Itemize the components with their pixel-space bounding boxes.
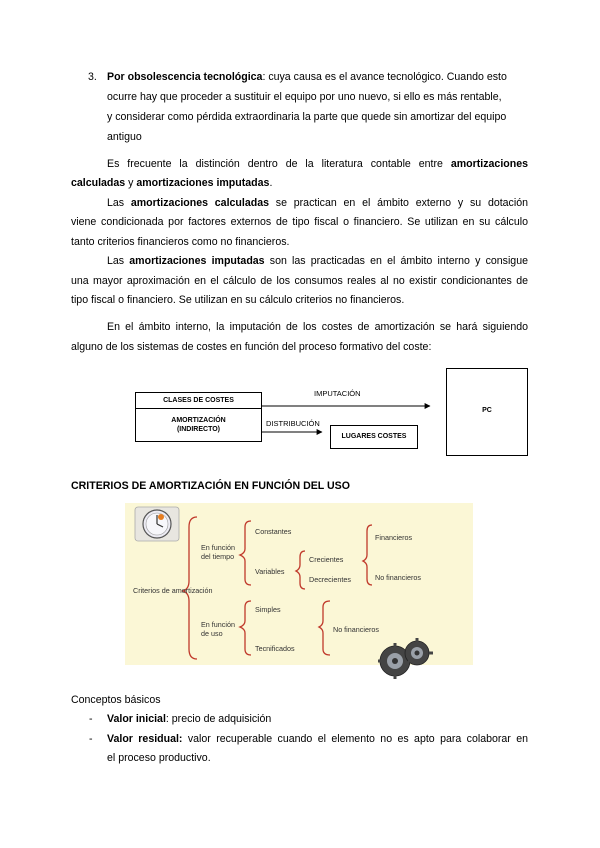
use-brace bbox=[240, 601, 251, 655]
section-heading: CRITERIOS DE AMORTIZACIÓN EN FUNCIÓN DEL USO bbox=[71, 480, 350, 492]
pc-box bbox=[446, 368, 528, 456]
para2-pre: Las bbox=[107, 197, 131, 209]
tree-crecientes: Crecientes bbox=[309, 555, 344, 564]
para2-line2: viene condicionada por factores externos de tipo fiscal o financiero. Se utilizan en su cálculo bbox=[71, 216, 528, 228]
para2-line3: tanto criterios financieros como no financieros. bbox=[71, 236, 290, 248]
use-nonfin-brace bbox=[319, 601, 330, 655]
para3-line2: una mayor aproximación en el cálculo de los consumos reales al no existir condicionantes de bbox=[71, 275, 528, 287]
clock-icon bbox=[135, 507, 179, 541]
basic-item1 bbox=[107, 713, 271, 726]
basic-item1-rest: : precio de adquisición bbox=[165, 713, 272, 725]
para3-pre: Las bbox=[107, 255, 130, 267]
para1-bold1: calculadas bbox=[71, 177, 126, 189]
tree-branch-time: En función del tiempo bbox=[201, 543, 235, 561]
item3-line4: antiguo bbox=[107, 131, 142, 143]
time-brace bbox=[240, 521, 251, 585]
para3-rest: son las practicadas en el ámbito interno y consigue bbox=[264, 255, 528, 267]
para1-line1-bold: amortizaciones bbox=[450, 158, 528, 170]
cost-centers-box bbox=[330, 425, 418, 449]
para1-bold2: amortizaciones imputadas bbox=[136, 177, 270, 189]
para3-line3: tipo fiscal o financiero. Se utilizan en su cálculo criterios no financieros. bbox=[71, 294, 405, 306]
basic-item2-rest: valor recuperable cuando el elemento no es apto para colaborar en bbox=[182, 733, 529, 745]
basic-item2-line2: el proceso productivo. bbox=[107, 752, 211, 764]
distribution-label: DISTRIBUCIÓN bbox=[266, 419, 320, 428]
cost-classes-label: CLASES DE COSTES bbox=[163, 397, 234, 404]
pc-label: PC bbox=[482, 407, 492, 414]
tree-root: Criterios de amortización bbox=[133, 586, 213, 595]
tree-no-financieros-use: No financieros bbox=[333, 625, 379, 634]
dash-bullet-1: - bbox=[89, 713, 93, 725]
item3-line2: ocurre hay que proceder a sustituir el equipo por uno nuevo, si ello es más rentable, bbox=[107, 91, 502, 103]
para1-end: . bbox=[269, 177, 273, 189]
amortization-label: AMORTIZACIÓN bbox=[171, 417, 226, 424]
imputation-label: IMPUTACIÓN bbox=[314, 389, 361, 398]
item3-line1-rest: : cuya causa es el avance tecnológico. Cuando esto bbox=[262, 71, 507, 83]
gears-icon bbox=[375, 631, 435, 679]
cost-centers-label: LUGARES COSTES bbox=[341, 433, 407, 440]
financial-brace bbox=[363, 525, 372, 585]
tree-constantes: Constantes bbox=[255, 527, 292, 536]
para2-rest: se practican en el ámbito externo y su dotación bbox=[268, 197, 528, 209]
tree-tecnificados: Tecnificados bbox=[255, 644, 295, 653]
item3-bold: Por obsolescencia tecnológica bbox=[107, 71, 263, 83]
item3-line3: y considerar como pérdida extraordinaria la parte que quede sin amortizar del equipo bbox=[107, 111, 507, 123]
indirect-label: (INDIRECTO) bbox=[176, 426, 221, 433]
para2-bold: amortizaciones calculadas bbox=[130, 197, 269, 209]
para4-line1: En el ámbito interno, la imputación de los costes de amortización se hará siguiendo bbox=[107, 321, 528, 333]
tree-decrecientes: Decrecientes bbox=[309, 575, 351, 584]
tree-simples: Simples bbox=[255, 605, 281, 614]
para1-mid: y bbox=[125, 177, 137, 189]
basic-item2 bbox=[107, 733, 528, 746]
criteria-tree-diagram bbox=[125, 503, 473, 665]
para1-line1-pre: Es frecuente la distinción dentro de la literatura contable entre bbox=[107, 158, 443, 170]
tree-no-financieros: No financieros bbox=[375, 573, 421, 582]
tree-financieros: Financieros bbox=[375, 533, 413, 542]
variables-brace bbox=[296, 551, 305, 589]
tree-variables: Variables bbox=[255, 567, 285, 576]
list-number-3: 3. bbox=[88, 71, 97, 83]
para4-line2: alguno de los sistemas de costes en función del proceso formativo del coste: bbox=[71, 341, 432, 353]
basic-item1-bold: Valor inicial bbox=[107, 713, 166, 725]
tree-branch-use: En función de uso bbox=[201, 620, 235, 638]
basic-item2-bold: Valor residual: bbox=[107, 733, 183, 745]
dash-bullet-2: - bbox=[89, 733, 93, 745]
para3-bold: amortizaciones imputadas bbox=[129, 255, 265, 267]
basic-concepts-title: Conceptos básicos bbox=[71, 694, 161, 706]
